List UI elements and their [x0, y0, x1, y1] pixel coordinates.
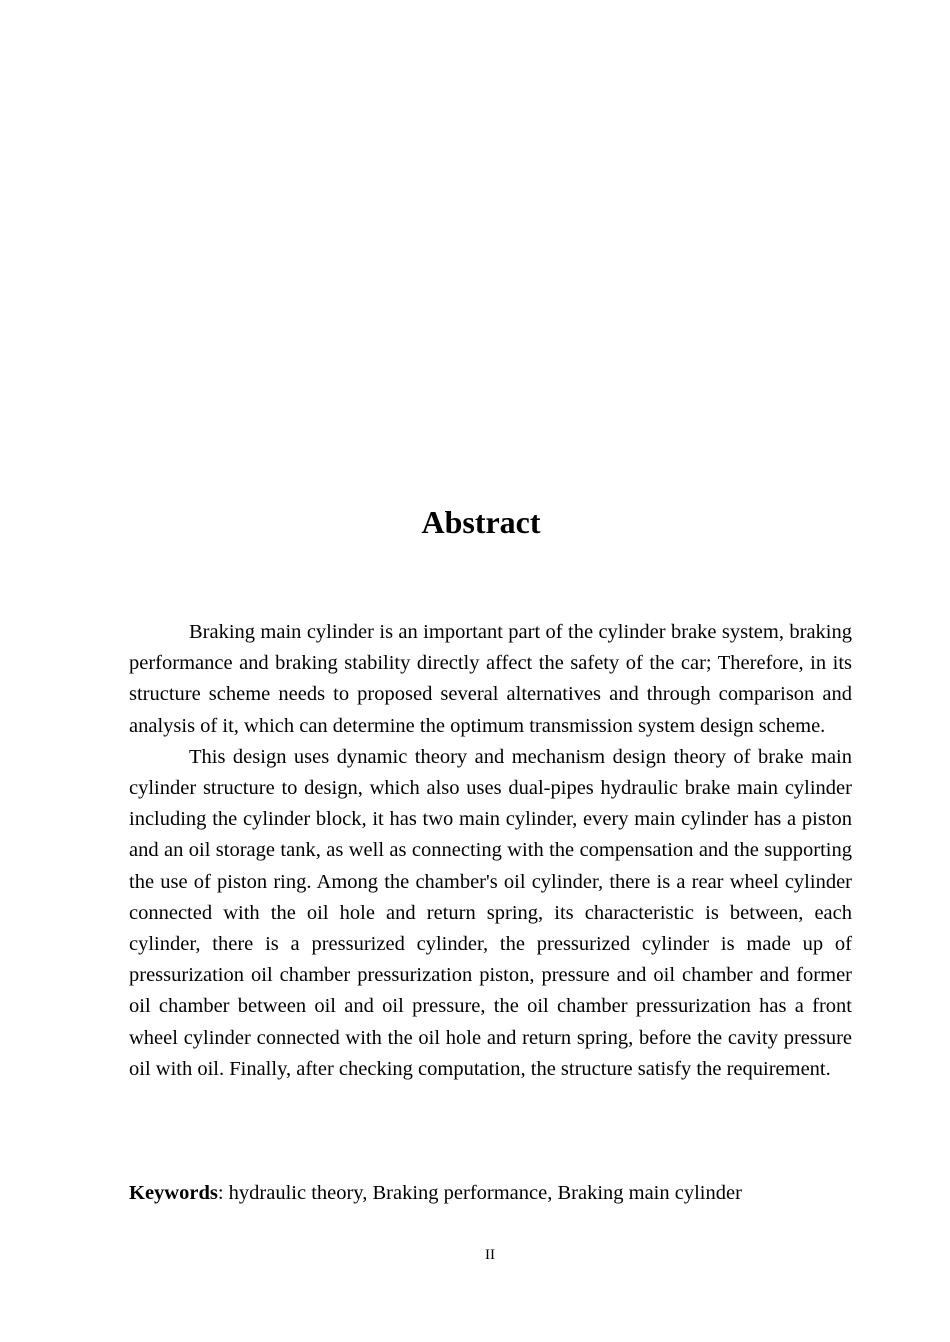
- keywords-text: : hydraulic theory, Braking performance, Braking main cylinder: [217, 1182, 742, 1204]
- keywords-line: [129, 1178, 852, 1209]
- page-title: Abstract: [421, 504, 541, 540]
- page-number: II: [485, 1247, 495, 1263]
- abstract-paragraph-1: Braking main cylinder is an important part of the cylinder brake system, braking performance and braking stability directly affect the safety of the car; Therefore, in its structure scheme needs to proposed several alternatives and through comparison and analysis of it, which can determine the optimum transmission system design scheme.: [129, 621, 852, 737]
- keywords-label: Keywords: [129, 1182, 218, 1204]
- abstract-body: [129, 617, 852, 1085]
- abstract-paragraph-2: This design uses dynamic theory and mechanism design theory of brake main cylinder structure to design, which also uses dual-pipes hydraulic brake main cylinder including the cylinder block, it has two main cylinder, every main cylinder has a piston and an oil storage tank, as well as connecting with the compensation and the supporting the use of piston ring. Among the chamber's oil cylinder, there is a rear wheel cylinder connected with the oil hole and return spring, its characteristic is between, each cylinder, there is a pressurized cylinder, the pressurized cylinder is made up of pressurization oil chamber pressurization piston, pressure and oil chamber and former oil chamber between oil and oil pressure, the oil chamber pressurization has a front wheel cylinder connected with the oil hole and return spring, before the cavity pressure oil with oil. Finally, after checking computation, the structure satisfy the requirement.: [129, 745, 852, 1080]
